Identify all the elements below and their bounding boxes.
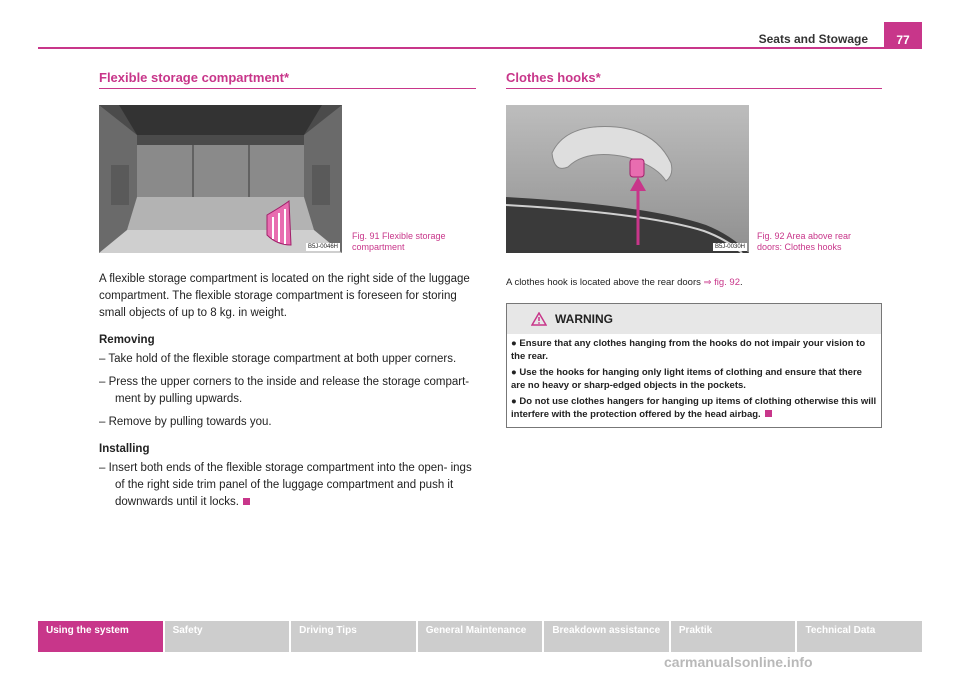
intro-paragraph: A flexible storage compartment is located on the right side of the luggage compartment. The flexible storage compartment is foreseen for storing small objects of up to 8 kg. in weight.	[99, 273, 470, 319]
warning-item-2-text: Use the hooks for hanging only light items of clothing and ensure that there are no heavy or sharp-edged objects in the pockets.	[511, 367, 862, 391]
section-rule-left	[99, 88, 476, 89]
installing-heading: Installing	[99, 443, 150, 455]
chapter-tabs	[38, 621, 922, 652]
warning-item-3: ● Do not use clothes hangers for hanging up items of clothing otherwise this will interfere with the protection offered by the head airbag.	[511, 396, 877, 420]
running-header-title: Seats and Stowage	[758, 32, 868, 46]
luggage-compartment-illustration	[99, 105, 342, 253]
clothes-hook-intro	[506, 277, 743, 288]
warning-item-1-text: Ensure that any clothes hanging from the hooks do not impair your vision to the rear.	[511, 338, 866, 362]
tab-general-maintenance[interactable]: General Maintenance	[418, 621, 543, 652]
warning-item-1: ● Ensure that any clothes hanging from the hooks do not impair your vision to the rear.	[511, 338, 866, 362]
warning-triangle-icon	[531, 312, 547, 326]
tab-praktik[interactable]: Praktik	[671, 621, 796, 652]
figure-reference-link[interactable]: ⇒ fig. 92	[703, 277, 740, 288]
tab-technical-data[interactable]: Technical Data	[797, 621, 922, 652]
intro-text: A clothes hook is located above the rear doors	[506, 277, 704, 288]
section-rule-right	[506, 88, 882, 89]
section-title-clothes-hooks: Clothes hooks*	[506, 70, 601, 85]
hook-highlight	[630, 159, 644, 177]
end-of-section-mark	[765, 410, 772, 417]
end-of-section-mark	[243, 498, 250, 505]
figure-code: B5J-0030H	[714, 244, 745, 250]
figure-clothes-hook	[506, 105, 749, 253]
removing-step-2: – Press the upper corners to the inside and release the storage compart- ment by pulling upwards.	[99, 376, 470, 405]
installing-step-1-text: – Insert both ends of the flexible storage compartment into the open- ings of the right side trim panel of the luggage compartment and push it downwards until it locks.	[99, 462, 472, 508]
intro-end: .	[740, 277, 743, 288]
tab-using-the-system[interactable]: Using the system	[38, 621, 163, 652]
tab-safety[interactable]: Safety	[165, 621, 290, 652]
removing-step-3: – Remove by pulling towards you.	[99, 416, 272, 428]
page-number: 77	[884, 22, 922, 49]
figure-code: B5J-0046H	[307, 244, 338, 250]
left-body	[99, 271, 479, 517]
warning-item-2: ● Use the hooks for hanging only light items of clothing and ensure that there are no heavy or sharp-edged objects in the pockets.	[511, 367, 862, 391]
figure-caption-92: Fig. 92 Area above rear doors: Clothes hooks	[757, 231, 852, 252]
section-title-flexible-storage: Flexible storage compartment*	[99, 70, 289, 85]
figure-caption-91: Fig. 91 Flexible storage compartment	[352, 231, 446, 252]
warning-item-3-text: Do not use clothes hangers for hanging up items of clothing otherwise this will interfere with the protection offered by the head airbag.	[511, 396, 877, 420]
tab-driving-tips[interactable]: Driving Tips	[291, 621, 416, 652]
warning-title: WARNING	[555, 312, 613, 326]
installing-step-1	[99, 460, 479, 511]
warning-body	[507, 334, 881, 421]
tab-breakdown-assistance[interactable]: Breakdown assistance	[544, 621, 669, 652]
removing-heading: Removing	[99, 334, 155, 346]
warning-box	[506, 303, 882, 428]
warning-header	[507, 304, 881, 334]
watermark: carmanualsonline.info	[664, 654, 813, 670]
removing-step-1: – Take hold of the flexible storage compartment at both upper corners.	[99, 353, 457, 365]
header-rule	[38, 47, 922, 49]
figure-luggage-compartment	[99, 105, 342, 253]
clothes-hook-illustration	[506, 105, 749, 253]
